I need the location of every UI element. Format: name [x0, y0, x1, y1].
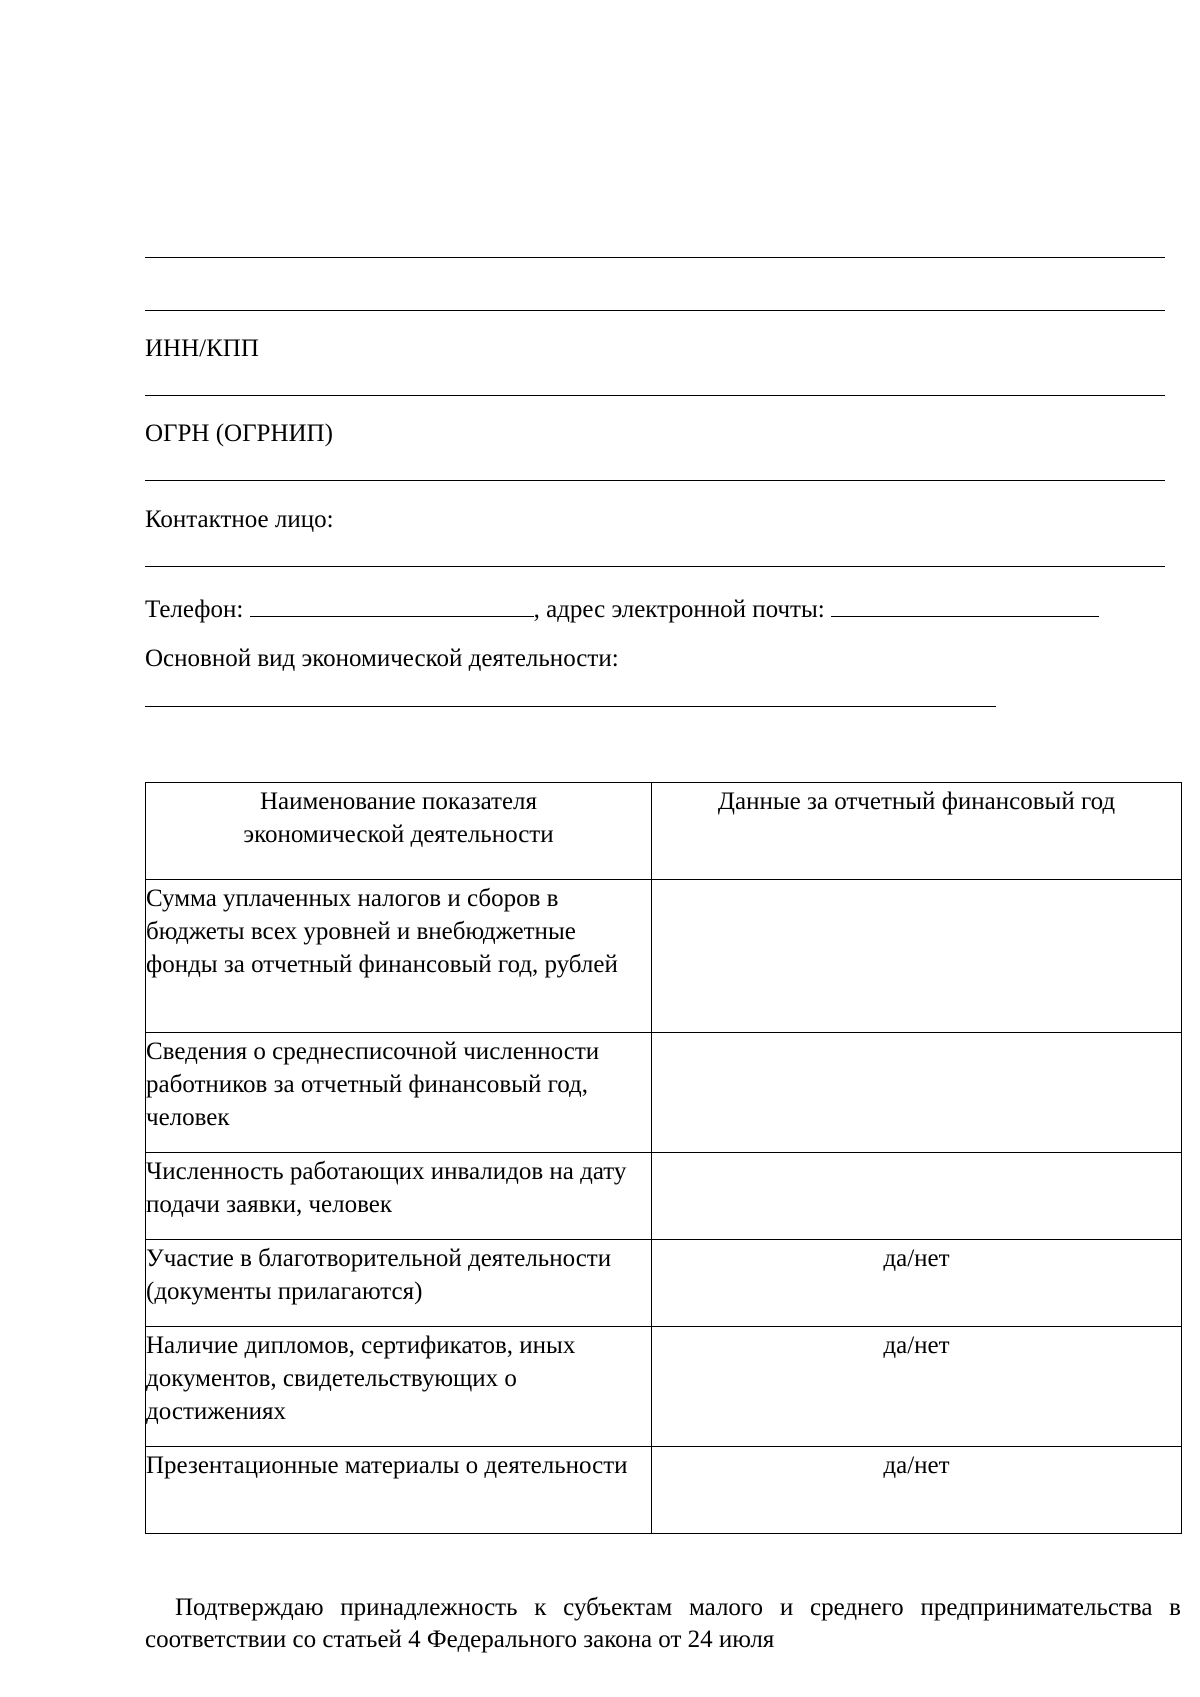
row-value-cell[interactable] — [652, 880, 1182, 1033]
phone-field[interactable] — [250, 592, 534, 617]
table-row — [146, 1327, 1182, 1447]
row-name-cell — [146, 1327, 652, 1447]
inn-blank-line[interactable] — [145, 395, 1165, 396]
activity-label: Основной вид экономической деятельности: — [145, 645, 619, 672]
row-value-cell[interactable] — [652, 1153, 1182, 1240]
table-row — [146, 880, 1182, 1033]
row-name-cell — [146, 1033, 652, 1153]
row-name: Участие в благотворительной деятельности (документы прилагаются) — [146, 1245, 612, 1305]
contact-blank-line[interactable] — [145, 566, 1165, 567]
table-row — [146, 1240, 1182, 1327]
row-value: да/нет — [883, 1332, 950, 1359]
header-indicator-name — [146, 783, 652, 880]
header-reporting-year — [652, 783, 1182, 880]
inn-label: ИНН/КПП — [145, 335, 259, 362]
row-name: Наличие дипломов, сертификатов, иных документов, свидетельствующих о достижениях — [146, 1332, 576, 1425]
email-label: , адрес электронной почты: — [533, 596, 825, 623]
row-value-cell[interactable] — [652, 1327, 1182, 1447]
row-value-cell[interactable] — [652, 1447, 1182, 1534]
row-name-cell — [146, 880, 652, 1033]
row-name: Численность работающих инвалидов на дату подачи заявки, человек — [146, 1158, 627, 1218]
row-name-cell — [146, 1153, 652, 1240]
row-value-cell[interactable] — [652, 1033, 1182, 1153]
table-row — [146, 1447, 1182, 1534]
activity-blank-line[interactable] — [145, 706, 996, 707]
table-row — [146, 1033, 1182, 1153]
phone-label: Телефон: — [145, 596, 244, 623]
header-indicator-name-text: Наименование показателя экономической деятельности — [243, 788, 554, 848]
table-header-row — [146, 783, 1182, 880]
row-name-cell — [146, 1240, 652, 1327]
confirmation-paragraph: Подтверждаю принадлежность к субъектам малого и среднего предпринимательства в соответствии со статьей 4 Федерального закона от 24 июля — [145, 1594, 1181, 1653]
email-field[interactable] — [831, 592, 1099, 617]
row-value: да/нет — [883, 1245, 950, 1272]
row-name: Сумма уплаченных налогов и сборов в бюджеты всех уровней и внебюджетные фонды за отчетный финансовый год, рублей — [146, 885, 618, 978]
blank-line-2[interactable] — [145, 310, 1165, 311]
row-name-cell — [146, 1447, 652, 1534]
contact-label: Контактное лицо: — [145, 506, 334, 533]
row-value-cell[interactable] — [652, 1240, 1182, 1327]
blank-line-1[interactable] — [145, 257, 1165, 258]
ogrn-label: ОГРН (ОГРНИП) — [145, 420, 333, 447]
row-name: Презентационные материалы о деятельности — [146, 1452, 628, 1479]
indicators-table — [145, 782, 1182, 1534]
row-name: Сведения о среднесписочной численности работников за отчетный финансовый год, человек — [146, 1038, 600, 1131]
table-row — [146, 1153, 1182, 1240]
ogrn-blank-line[interactable] — [145, 480, 1165, 481]
phone-email-row — [145, 592, 1099, 622]
row-value: да/нет — [883, 1452, 950, 1479]
header-reporting-year-text: Данные за отчетный финансовый год — [717, 788, 1116, 815]
